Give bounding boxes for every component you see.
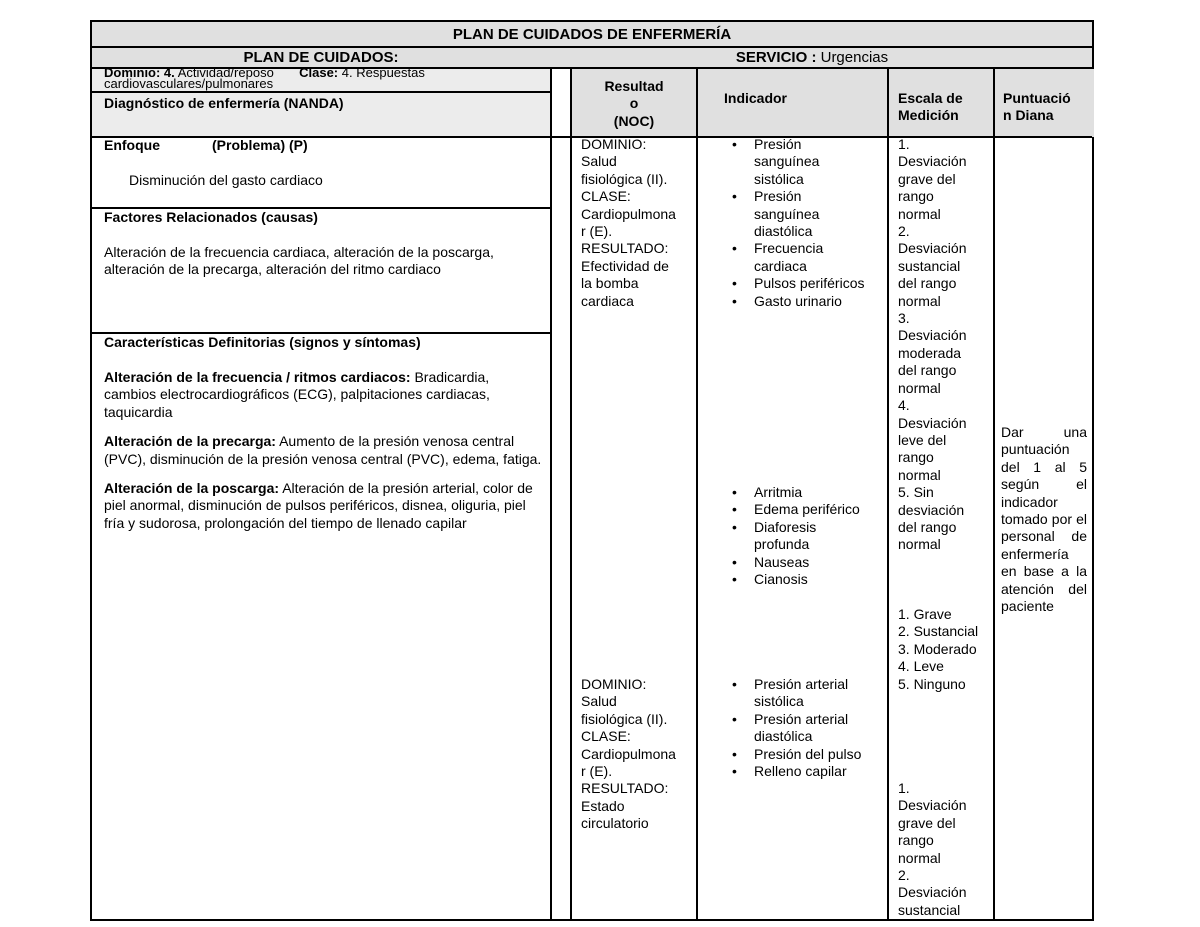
factores-title: Factores Relacionados (causas) bbox=[104, 209, 318, 225]
list-item: • Presión del pulso bbox=[726, 746, 861, 763]
list-item: • Frecuencia cardiaca bbox=[726, 240, 865, 275]
sign-frecuencia: Alteración de la frecuencia / ritmos cardiacos: Bradicardia, cambios electrocardiográficos (ECG), palpitaciones cardiacas, taquicardia bbox=[104, 369, 490, 420]
list-item: • Arritmia bbox=[726, 484, 860, 501]
nanda-title: Diagnóstico de enfermería (NANDA) bbox=[104, 95, 344, 111]
list-item: • Edema periférico bbox=[726, 501, 860, 518]
enfoque-label: Enfoque bbox=[104, 137, 160, 153]
servicio-label: SERVICIO : Urgencias bbox=[735, 49, 889, 66]
escala-block-3: 1. Desviación grave del rango normal 2. Desviación sustancial bbox=[898, 780, 967, 918]
plan-label: PLAN DE CUIDADOS: bbox=[243, 49, 399, 66]
puntuacion-header: Puntuació n Diana bbox=[1003, 90, 1071, 124]
care-plan-table bbox=[90, 20, 1094, 921]
resultado-block-1: DOMINIO: Salud fisiológica (II). CLASE: Cardiopulmona r (E). RESULTADO: Efectividad de la bomba cardiaca bbox=[581, 136, 676, 309]
list-item: • Gasto urinario bbox=[726, 293, 865, 310]
escala-block-2: 1. Grave 2. Sustancial 3. Moderado 4. Leve 5. Ninguno bbox=[898, 606, 979, 692]
list-item: • Presión sanguínea sistólica bbox=[726, 136, 865, 188]
sign-poscarga: Alteración de la poscarga: Alteración de la presión arterial, color de piel anormal, disminución de pulsos periféricos, disnea, oliguria, piel fría y sudorosa, prolongación del tiempo de llenado capilar bbox=[104, 480, 533, 531]
list-item: • Nauseas bbox=[726, 554, 860, 571]
problema-label: (Problema) (P) bbox=[212, 137, 308, 153]
dominio-clase: Dominio: 4. Actividad/reposo Clase: 4. Respuestas cardiovasculares/pulmonares bbox=[104, 67, 425, 91]
resultado-block-2: DOMINIO: Salud fisiológica (II). CLASE: Cardiopulmona r (E). RESULTADO: Estado circulatorio bbox=[581, 676, 676, 832]
list-item: • Relleno capilar bbox=[726, 763, 861, 780]
servicio-value: Urgencias bbox=[820, 49, 889, 66]
signs-list bbox=[104, 369, 544, 544]
indicador-header: Indicador bbox=[724, 90, 788, 106]
list-item: • Pulsos periféricos bbox=[726, 275, 865, 292]
list-item: • Presión sanguínea diastólica bbox=[726, 188, 865, 240]
indicadores-list-1 bbox=[726, 136, 865, 310]
sign-precarga: Alteración de la precarga: Aumento de la presión venosa central (PVC), disminución de la presión venosa central (PVC), edema, fatiga. bbox=[104, 433, 542, 467]
escala-block-1: 1. Desviación grave del rango normal 2. Desviación sustancial del rango normal 3. Desviación moderada del rango normal 4. Desviación leve del rango normal 5. Sin desviación del rango normal bbox=[898, 136, 967, 553]
indicadores-list-2 bbox=[726, 484, 860, 588]
list-item: • Presión arterial diastólica bbox=[726, 711, 861, 746]
problema-text: Disminución del gasto cardiaco bbox=[129, 172, 323, 188]
escala-header: Escala de Medición bbox=[898, 90, 963, 124]
page-title: PLAN DE CUIDADOS DE ENFERMERÍA bbox=[452, 26, 732, 43]
puntuacion-text: Dar una puntuación del 1 al 5 según el indicador tomado por el personal de enfermería en base a la atención del paciente bbox=[1001, 424, 1087, 615]
indicadores-list-3 bbox=[726, 676, 861, 780]
list-item: • Diaforesis profunda bbox=[726, 519, 860, 554]
list-item: • Cianosis bbox=[726, 571, 860, 588]
resultado-header: Resultad o (NOC) bbox=[604, 78, 664, 129]
caracteristicas-title: Características Definitorias (signos y síntomas) bbox=[104, 334, 421, 350]
list-item: • Presión arterial sistólica bbox=[726, 676, 861, 711]
factores-text: Alteración de la frecuencia cardiaca, alteración de la poscarga, alteración de la precarga, alteración del ritmo cardiaco bbox=[104, 244, 494, 278]
